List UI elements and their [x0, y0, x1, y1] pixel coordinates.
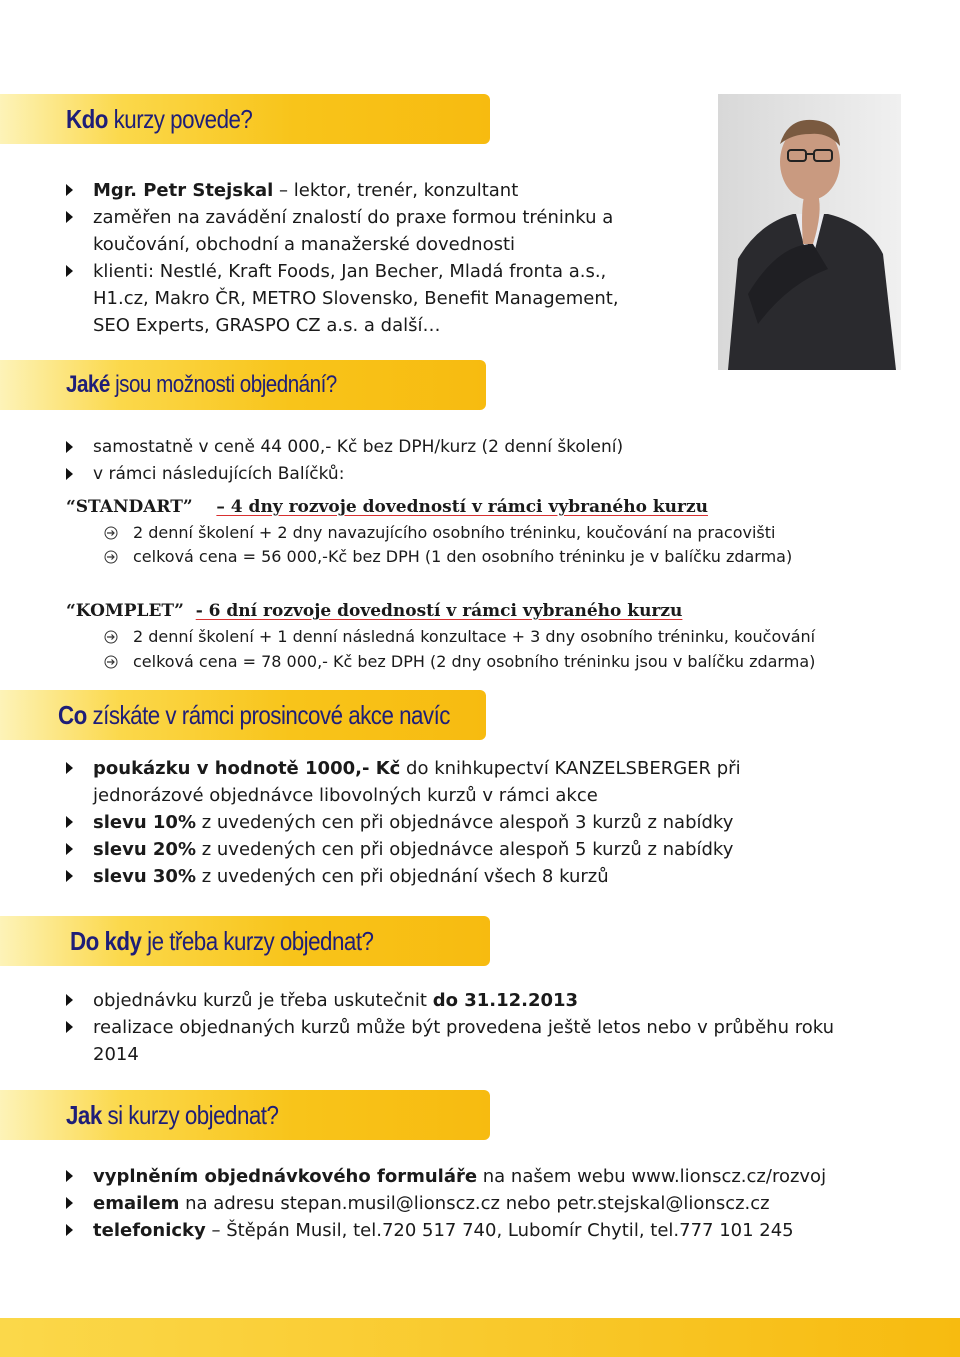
- section-banner-who: [0, 94, 490, 144]
- bullet-arrow-icon: [66, 265, 73, 277]
- bullet-arrow-icon: [66, 843, 73, 855]
- section-title: Jak si kurzy objednat?: [66, 1100, 279, 1130]
- bullet-arrow-icon: [66, 762, 73, 774]
- bullet-arrow-icon: [66, 441, 73, 453]
- bullet-arrow-icon: [66, 184, 73, 196]
- circle-arrow-icon: [104, 655, 118, 669]
- bullet-arrow-icon: [66, 211, 73, 223]
- section-banner-deadline: [0, 916, 490, 966]
- section-title: Jaké jsou možnosti objednání?: [66, 371, 337, 398]
- lecturer-photo: [718, 94, 901, 370]
- bullet-arrow-icon: [66, 1021, 73, 1033]
- section-title: Kdo kurzy povede?: [66, 104, 253, 134]
- section-title: Do kdy je třeba kurzy objednat?: [70, 926, 374, 956]
- package-standart-heading: “STANDART” – 4 dny rozvoje dovedností v rámci vybraného kurzu: [66, 497, 708, 517]
- circle-arrow-icon: [104, 526, 118, 540]
- bullet-arrow-icon: [66, 816, 73, 828]
- bullet-arrow-icon: [66, 468, 73, 480]
- bullet-arrow-icon: [66, 870, 73, 882]
- section-banner-how-to-order: [0, 1090, 490, 1140]
- bullet-arrow-icon: [66, 994, 73, 1006]
- bullet-arrow-icon: [66, 1170, 73, 1182]
- section-title: Co získáte v rámci prosincové akce navíc: [58, 700, 450, 730]
- package-komplet-heading: “KOMPLET” - 6 dní rozvoje dovedností v rámci vybraného kurzu: [66, 601, 683, 621]
- bullet-arrow-icon: [66, 1197, 73, 1209]
- bullet-arrow-icon: [66, 1224, 73, 1236]
- section-banner-ordering-options: [0, 360, 486, 410]
- section-banner-december-offer: [0, 690, 486, 740]
- circle-arrow-icon: [104, 550, 118, 564]
- footer-band: [0, 1318, 960, 1357]
- circle-arrow-icon: [104, 630, 118, 644]
